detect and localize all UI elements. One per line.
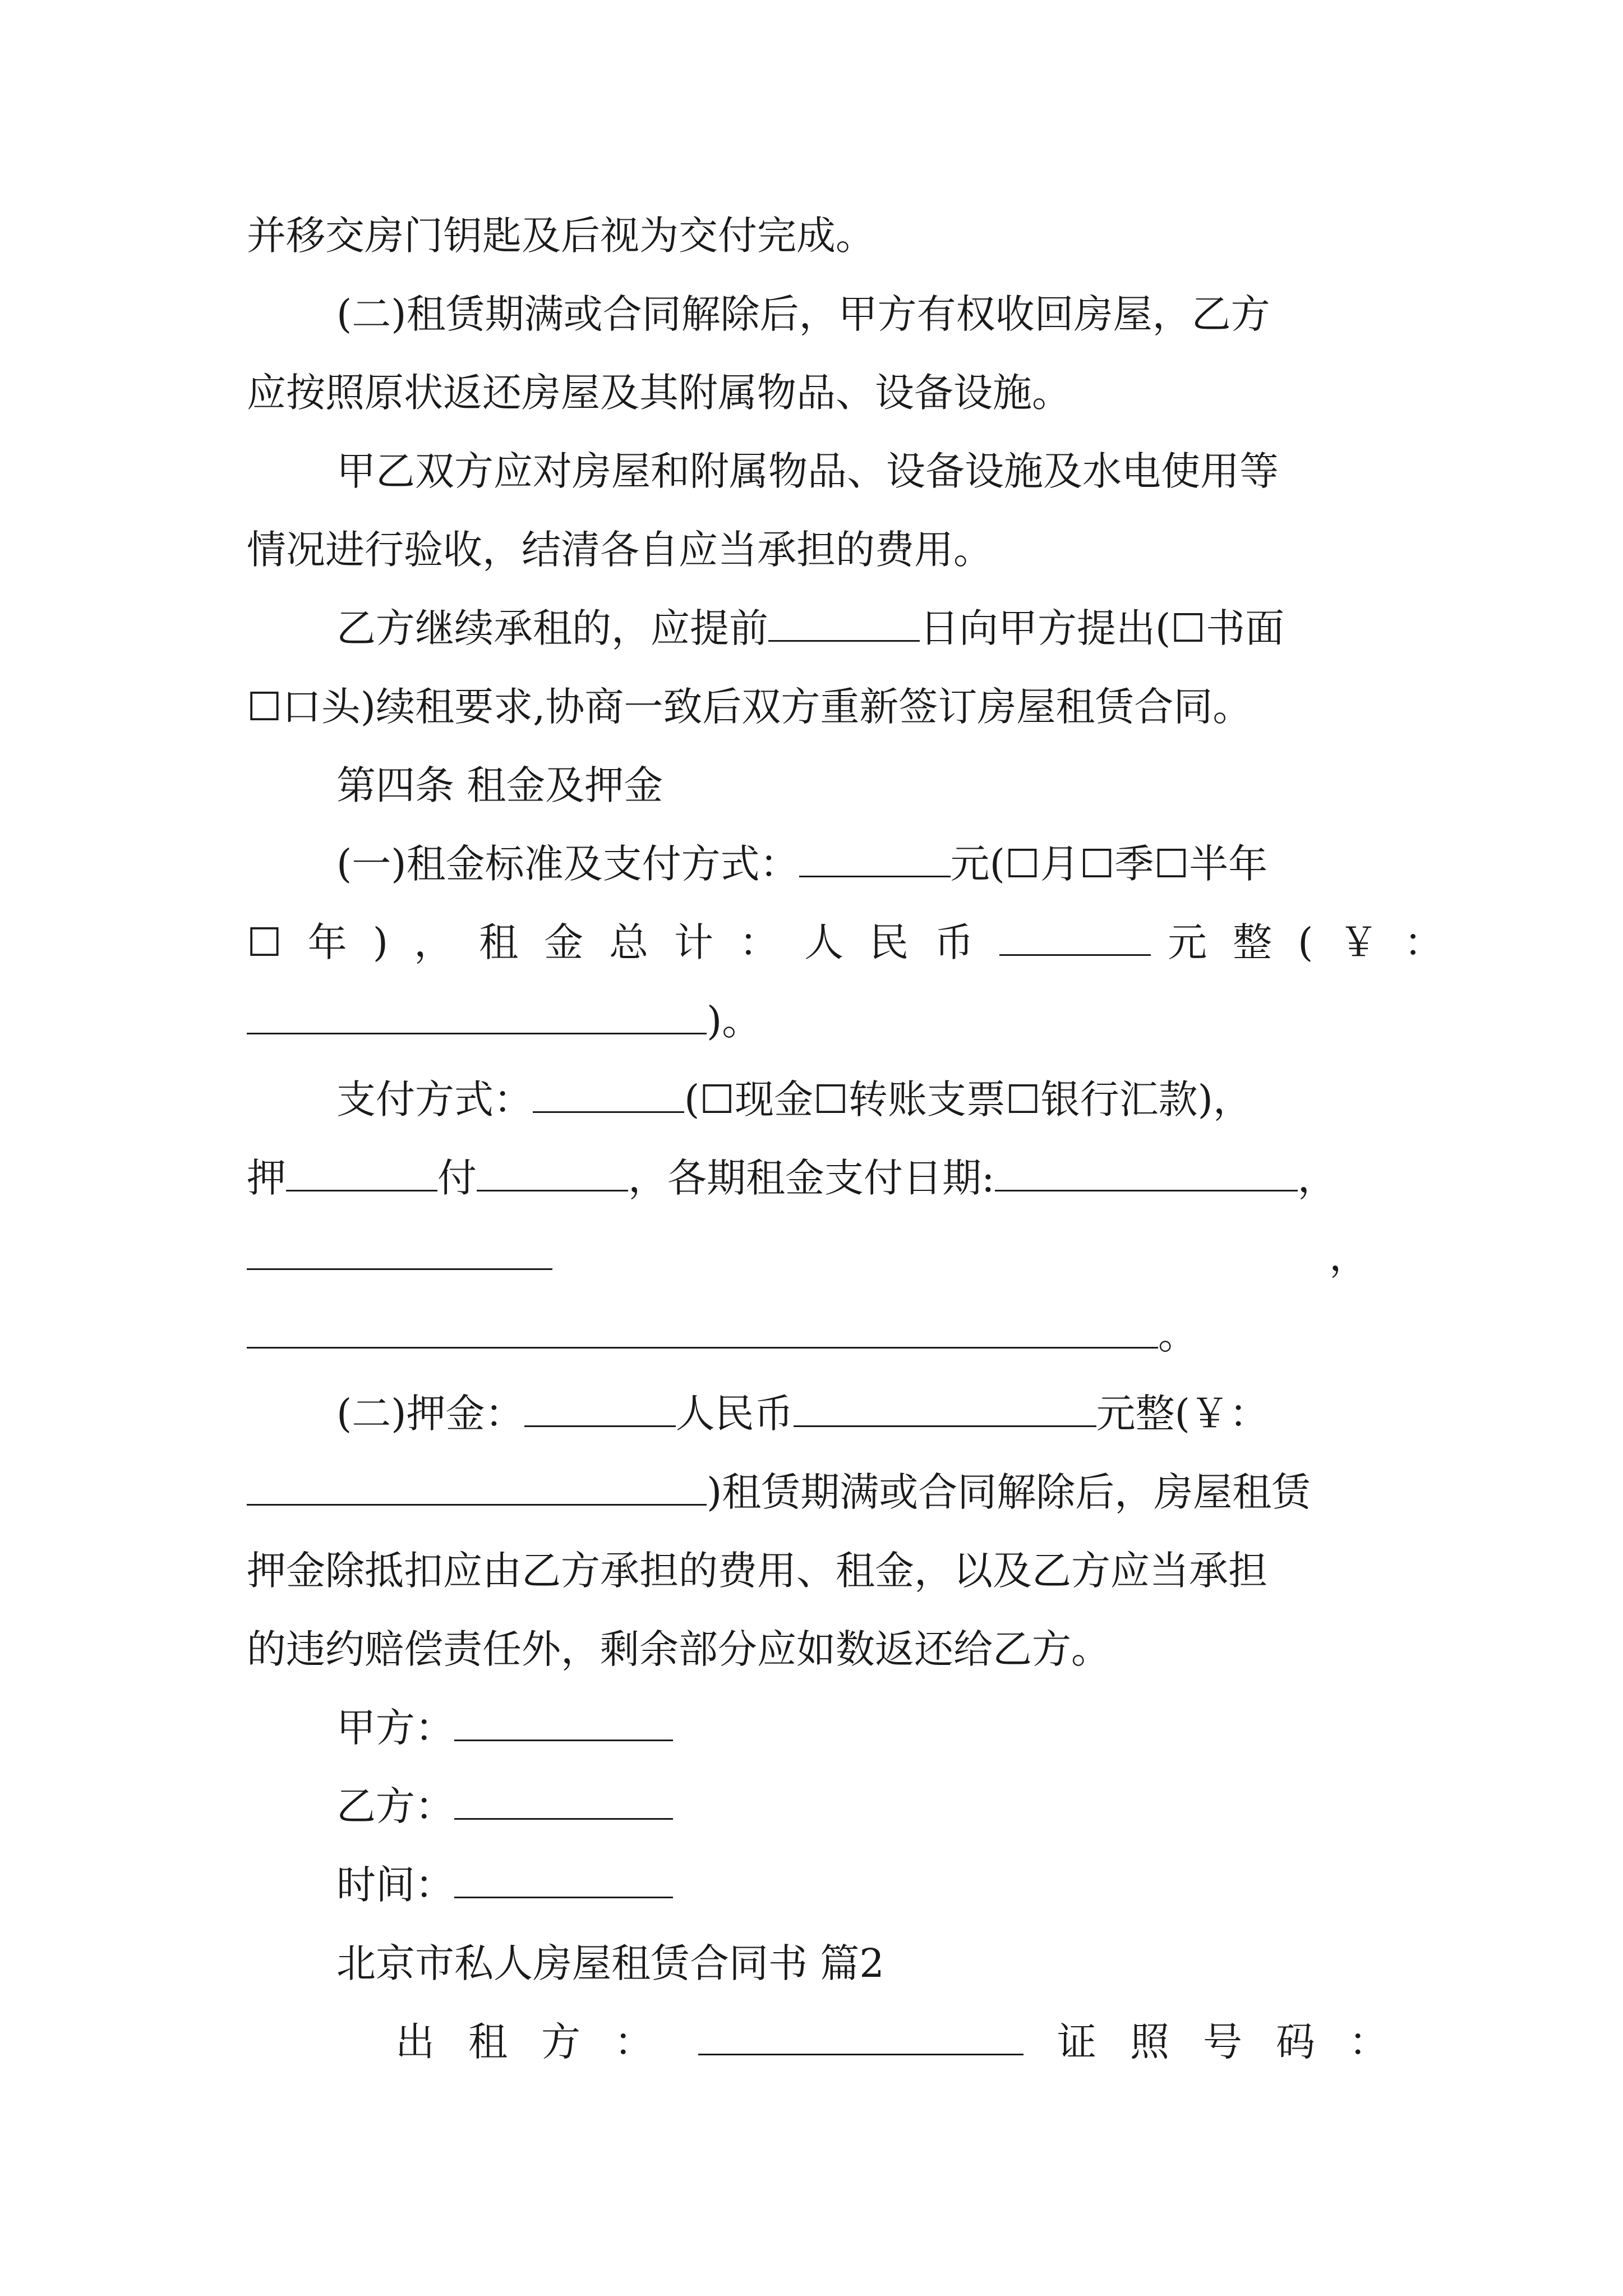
text: 北京市私人房屋租赁合同书 篇2: [336, 1940, 884, 1986]
blank-field: [286, 1156, 437, 1191]
paragraph-line: [336, 440, 1279, 502]
blank-field: [799, 842, 951, 877]
blank-field: [247, 1470, 707, 1506]
paragraph-line: [247, 519, 993, 581]
paragraph-line: [247, 1461, 1311, 1523]
text: 乙方继续承租的，应提前: [336, 605, 768, 651]
blank-field: [524, 1392, 676, 1427]
signature-line-party-a: [336, 1697, 673, 1759]
paragraph-line: [247, 205, 875, 266]
text: ，: [1297, 1155, 1337, 1201]
blank-field: [999, 921, 1151, 956]
paragraph-line: [336, 597, 1284, 659]
text: 乙方：: [336, 1783, 454, 1829]
text: 日向甲方提出(☐书面: [920, 605, 1285, 651]
text: ☐口头)续租要求,协商一致后双方重新签订房屋租赁合同。: [247, 684, 1252, 730]
text: 出租方：: [395, 2019, 687, 2065]
text: 第四条 租金及押金: [336, 762, 663, 808]
text: ，: [1329, 1234, 1368, 1280]
text: 证照号码：: [1057, 2019, 1422, 2065]
blank-field: [454, 1706, 673, 1741]
text: 情况进行验收，结清各自应当承担的费用。: [247, 527, 993, 573]
blank-field: [247, 999, 707, 1034]
text: (二)租赁期满或合同解除后，甲方有权收回房屋，乙方: [336, 291, 1270, 337]
blank-field: [698, 2020, 1023, 2055]
text: 押: [247, 1155, 286, 1201]
text: 甲乙双方应对房屋和附属物品、设备设施及水电使用等: [336, 448, 1279, 494]
blank-field: [454, 1784, 673, 1820]
blank-field: [995, 1156, 1298, 1191]
paragraph-line: [247, 912, 1469, 973]
signature-line-party-b: [336, 1775, 673, 1837]
text: 。: [1158, 1312, 1197, 1358]
blank-field: [794, 1392, 1096, 1427]
text: 甲方：: [336, 1705, 454, 1751]
text: (☐现金☐转账支票☐银行汇款)，: [684, 1076, 1252, 1122]
text: 支付方式：: [336, 1076, 533, 1122]
blank-field: [454, 1863, 673, 1898]
text: 的违约赔偿责任外，剩余部分应如数返还给乙方。: [247, 1626, 1110, 1672]
paragraph-line: [395, 2011, 1422, 2073]
paragraph-line: [247, 1540, 1267, 1602]
text: )。: [707, 998, 762, 1044]
paragraph-line: [247, 1226, 1368, 1287]
paragraph-line: [247, 676, 1252, 738]
blank-field: [477, 1156, 628, 1191]
paragraph-line: [336, 833, 1267, 895]
text: (一)租金标准及支付方式：: [336, 841, 799, 887]
paragraph-line: [336, 1069, 1252, 1130]
text: (二)押金：: [336, 1391, 524, 1437]
text: 元(☐月☐季☐半年: [950, 841, 1268, 887]
paragraph-line: [247, 1618, 1110, 1680]
text: 并移交房门钥匙及后视为交付完成。: [247, 213, 875, 259]
text: 元整(￥：: [1168, 919, 1469, 965]
paragraph-line: [336, 1383, 1269, 1444]
text: )租赁期满或合同解除后，房屋租赁: [707, 1469, 1311, 1515]
signature-line-date: [336, 1854, 673, 1916]
paragraph-line: [247, 362, 1071, 424]
blank-field: [768, 606, 920, 642]
blank-field: [247, 1235, 552, 1270]
paragraph-line: [247, 1304, 1197, 1366]
paragraph-line: [247, 990, 761, 1052]
document-title: [336, 1932, 884, 1994]
text: 元整(￥：: [1096, 1391, 1269, 1437]
text: 人民币: [675, 1391, 794, 1437]
text: 付: [437, 1155, 477, 1201]
paragraph-line: [336, 283, 1270, 345]
text: 押金除抵扣应由乙方承担的费用、租金，以及乙方应当承担: [247, 1548, 1267, 1594]
text: 时间：: [336, 1862, 454, 1908]
text: 应按照原状返还房屋及其附属物品、设备设施。: [247, 370, 1071, 416]
section-heading: [336, 754, 663, 816]
text: ☐年)，租金总计：人民币: [247, 919, 1000, 965]
blank-field: [533, 1078, 684, 1113]
blank-field: [247, 1313, 1158, 1349]
paragraph-line: [247, 1147, 1337, 1209]
text: ，各期租金支付日期:: [628, 1155, 995, 1201]
